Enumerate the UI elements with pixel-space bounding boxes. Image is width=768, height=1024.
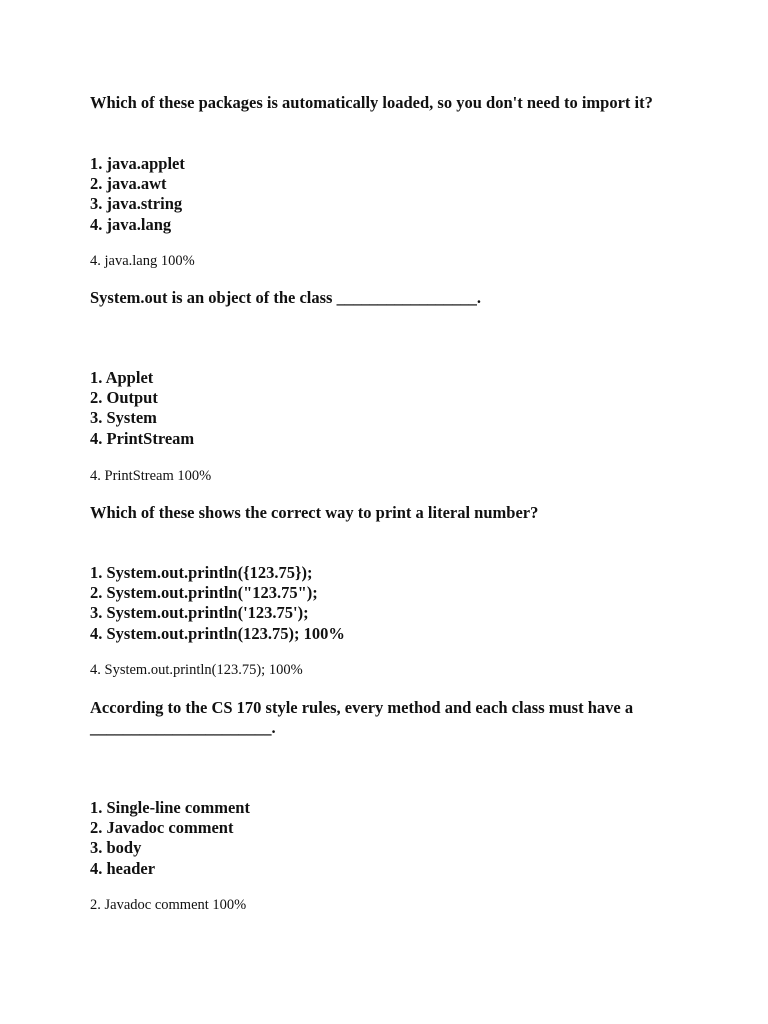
option-item: 3. java.string	[90, 194, 183, 214]
option-item: 2. System.out.println("123.75");	[90, 583, 318, 603]
option-list	[90, 798, 250, 879]
question-block-1	[90, 93, 690, 269]
option-item: 2. Output	[90, 388, 158, 408]
option-item: 1. Single-line comment	[90, 798, 250, 817]
question-text: Which of these packages is automatically loaded, so you don't need to import it?	[90, 93, 653, 112]
question-block-3	[90, 503, 690, 678]
question-text: System.out is an object of the class _________________.	[90, 288, 481, 307]
option-item: 4. System.out.println(123.75); 100%	[90, 623, 345, 643]
option-list	[90, 563, 345, 644]
question-block-2	[90, 288, 690, 484]
answer-text: 2. Javadoc comment 100%	[90, 897, 247, 913]
question-block-4	[90, 698, 690, 913]
option-item: 4. PrintStream	[90, 428, 195, 448]
option-list	[90, 368, 194, 449]
option-item: 3. body	[90, 838, 142, 858]
question-text: Which of these shows the correct way to print a literal number?	[90, 503, 539, 522]
option-item: 2. java.awt	[90, 174, 167, 194]
option-item: 4. java.lang	[90, 214, 172, 234]
option-item: 1. java.applet	[90, 154, 185, 173]
answer-text: 4. java.lang 100%	[90, 253, 195, 269]
option-item: 3. System	[90, 408, 157, 428]
option-item: 2. Javadoc comment	[90, 818, 234, 838]
option-item: 1. System.out.println({123.75});	[90, 563, 313, 582]
answer-text: 4. PrintStream 100%	[90, 468, 212, 484]
option-item: 3. System.out.println('123.75');	[90, 603, 309, 623]
question-text: According to the CS 170 style rules, every method and each class must have a ______________________.	[90, 698, 634, 737]
answer-text: 4. System.out.println(123.75); 100%	[90, 662, 303, 678]
option-item: 4. header	[90, 858, 156, 878]
option-item: 1. Applet	[90, 368, 154, 387]
option-list	[90, 154, 185, 235]
